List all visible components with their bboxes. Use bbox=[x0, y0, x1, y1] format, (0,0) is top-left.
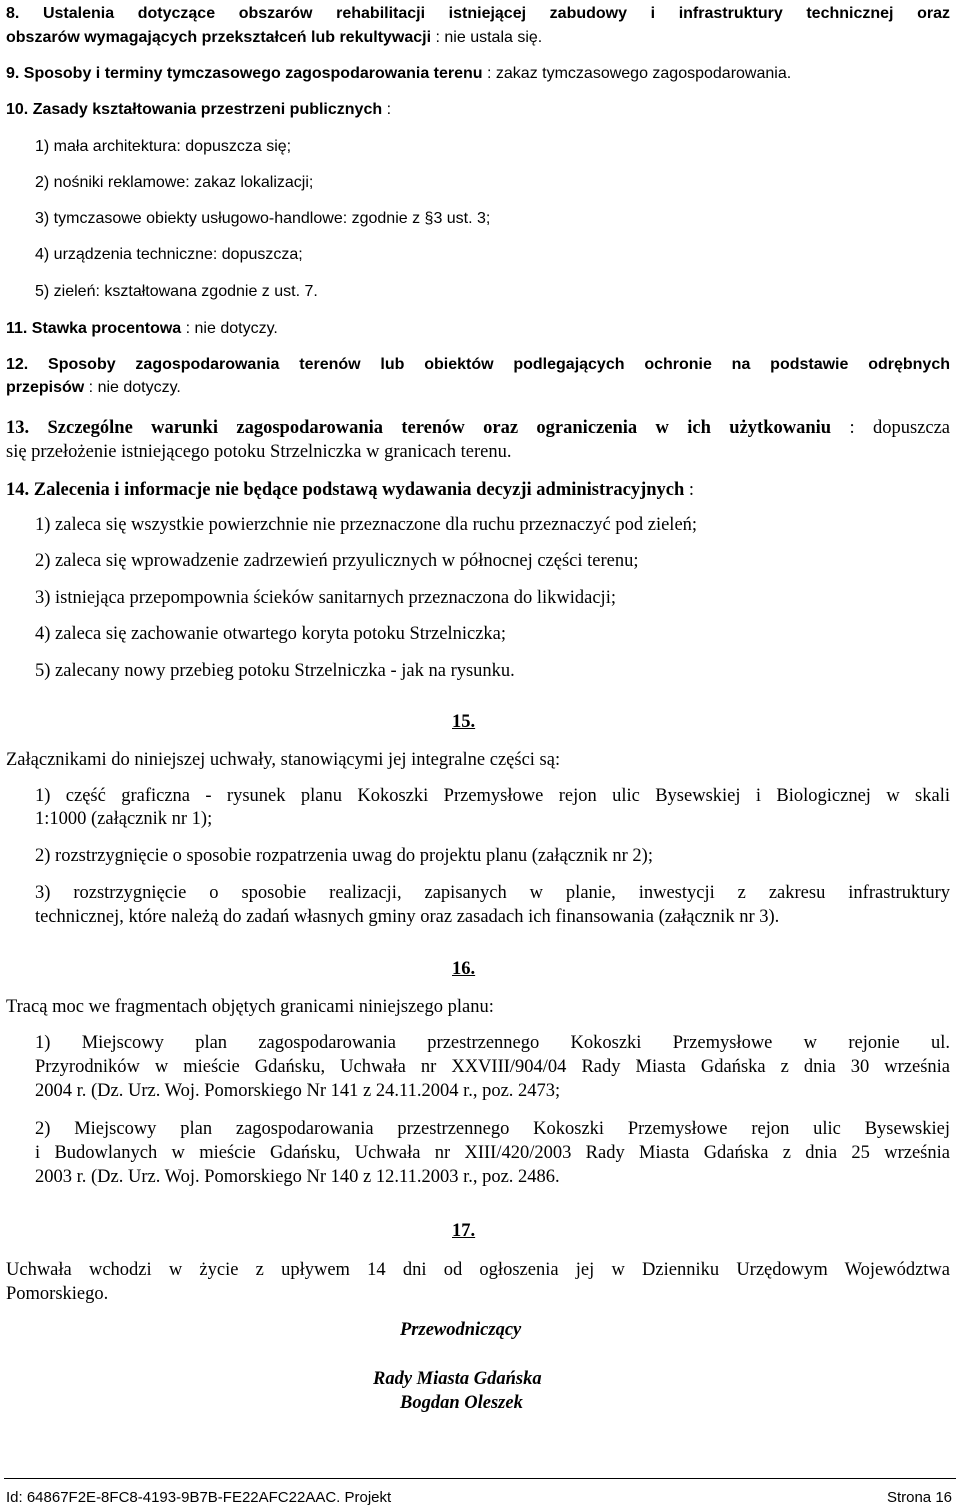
section-10-heading: 10. Zasady kształtowania przestrzeni publicznych bbox=[6, 101, 383, 118]
section-14-item: 4) zaleca się zachowanie otwartego koryta potoku Strzelniczka; bbox=[35, 624, 507, 644]
paragraph-16-item-1-line-1: 1) Miejscowy plan zagospodarowania przestrzennego Kokoszki Przemysłowe w rejonie ul. bbox=[35, 1033, 950, 1053]
section-13-heading: 13. Szczególne warunki zagospodarowania terenów oraz ograniczenia w ich użytkowaniu bbox=[6, 418, 832, 438]
paragraph-17-line-2: Pomorskiego. bbox=[6, 1284, 109, 1304]
paragraph-16-item-2-line-2: i Budowlanych w mieście Gdańsku, Uchwała nr XIII/420/2003 Rady Miasta Gdańska z dnia 25 września bbox=[35, 1143, 950, 1163]
section-14-heading: 14. Zalecenia i informacje nie będące podstawą wydawania decyzji administracyjnych bbox=[6, 480, 685, 500]
section-8-value: : nie ustala się. bbox=[431, 29, 543, 46]
section-10-item: 5) zieleń: kształtowana zgodnie z ust. 7. bbox=[35, 283, 318, 300]
signature-title: Przewodniczący bbox=[400, 1320, 522, 1340]
section-14-item: 5) zalecany nowy przebieg potoku Strzelniczka - jak na rysunku. bbox=[35, 661, 515, 681]
paragraph-17-line-1: Uchwała wchodzi w życie z upływem 14 dni od ogłoszenia jej w Dzienniku Urzędowym Województwa bbox=[6, 1260, 950, 1280]
section-12-value: : nie dotyczy. bbox=[84, 379, 181, 396]
paragraph-16-intro: Tracą moc we fragmentach objętych granicami niniejszego planu: bbox=[6, 997, 494, 1017]
section-14-item: 3) istniejąca przepompownia ścieków sanitarnych przeznaczona do likwidacji; bbox=[35, 588, 616, 608]
section-8-heading: obszarów wymagających przekształceń lub rekultywacji bbox=[6, 29, 432, 46]
section-14-item: 1) zaleca się wszystkie powierzchnie nie przeznaczone dla ruchu przeznaczyć pod zieleń; bbox=[35, 515, 698, 535]
paragraph-16-item-1-line-3: 2004 r. (Dz. Urz. Woj. Pomorskiego Nr 141 z 24.11.2004 r., poz. 2473; bbox=[35, 1081, 561, 1101]
section-11-heading: 11. Stawka procentowa bbox=[6, 320, 182, 337]
section-10-item: 1) mała architektura: dopuszcza się; bbox=[35, 138, 292, 155]
paragraph-16-heading: 16. bbox=[452, 959, 476, 979]
section-12-heading-end: przepisów bbox=[6, 379, 85, 396]
section-10-item: 3) tymczasowe obiekty usługowo-handlowe: zgodnie z §3 ust. 3; bbox=[35, 210, 491, 227]
paragraph-16-item-1-line-2: Przyrodników w mieście Gdańsku, Uchwała nr XXVIII/904/04 Rady Miasta Gdańska z dnia 30 września bbox=[35, 1057, 950, 1077]
signature-organization: Rady Miasta Gdańska bbox=[373, 1369, 542, 1389]
footer-page-number: Strona 16 bbox=[886, 1489, 952, 1506]
paragraph-16-item-2-line-3: 2003 r. (Dz. Urz. Woj. Pomorskiego Nr 140 z 12.11.2003 r., poz. 2486. bbox=[35, 1167, 560, 1187]
section-12-line-1: 12. Sposoby zagospodarowania terenów lub obiektów podlegających ochronie na podstawie odrębnych bbox=[6, 356, 950, 373]
section-14 bbox=[6, 479, 694, 501]
section-10-item: 2) nośniki reklamowe: zakaz lokalizacji; bbox=[35, 174, 314, 191]
section-14-item: 2) zaleca się wprowadzenie zadrzewień przyulicznych w północnej części terenu; bbox=[35, 551, 639, 571]
section-13-line-1 bbox=[6, 417, 950, 439]
paragraph-15-item-3-line-2: technicznej, które należą do zadań własnych gminy oraz zasadach ich finansowania (załącznik nr 3). bbox=[35, 907, 780, 927]
paragraph-16-item-2-line-1: 2) Miejscowy plan zagospodarowania przestrzennego Kokoszki Przemysłowe rejon ulic Bysewskiej bbox=[35, 1119, 950, 1139]
paragraph-15-item-1-line-2: 1:1000 (załącznik nr 1); bbox=[35, 809, 213, 829]
section-11-value: : nie dotyczy. bbox=[181, 320, 278, 337]
section-9-heading: 9. Sposoby i terminy tymczasowego zagospodarowania terenu bbox=[6, 65, 483, 82]
section-10 bbox=[6, 99, 391, 121]
paragraph-15-intro: Załącznikami do niniejszej uchwały, stanowiącymi jej integralne części są: bbox=[6, 750, 561, 770]
footer-divider bbox=[4, 1478, 956, 1479]
section-9-value: : zakaz tymczasowego zagospodarowania. bbox=[482, 65, 792, 82]
section-8-line-2 bbox=[6, 27, 542, 49]
paragraph-15-item-2: 2) rozstrzygnięcie o sposobie rozpatrzenia uwag do projektu planu (załącznik nr 2); bbox=[35, 846, 653, 866]
signature-name: Bogdan Oleszek bbox=[400, 1393, 523, 1413]
paragraph-17-heading: 17. bbox=[452, 1221, 476, 1241]
footer-document-id: Id: 64867F2E-8FC8-4193-9B7B-FE22AFC22AAC. Projekt bbox=[6, 1489, 392, 1506]
section-10-colon: : bbox=[382, 101, 392, 118]
section-12-line-2 bbox=[6, 377, 181, 399]
section-11 bbox=[6, 318, 278, 340]
paragraph-15-heading: 15. bbox=[452, 712, 476, 732]
paragraph-15-item-3-line-1: 3) rozstrzygnięcie o sposobie realizacji, zapisanych w planie, inwestycji z zakresu infrastruktury bbox=[35, 883, 950, 903]
paragraph-15-item-1-line-1: 1) część graficzna - rysunek planu Kokoszki Przemysłowe rejon ulic Bysewskiej i Biologicznej w skali bbox=[35, 786, 950, 806]
section-13-value: : dopuszcza bbox=[831, 418, 951, 438]
section-13-line-2: się przełożenie istniejącego potoku Strzelniczka w granicach terenu. bbox=[6, 442, 512, 462]
section-8-line-1: 8. Ustalenia dotyczące obszarów rehabilitacji istniejącej zabudowy i infrastruktury technicznej oraz bbox=[6, 5, 950, 22]
section-14-colon: : bbox=[684, 480, 695, 500]
section-10-item: 4) urządzenia techniczne: dopuszcza; bbox=[35, 246, 303, 263]
section-9 bbox=[6, 63, 791, 85]
